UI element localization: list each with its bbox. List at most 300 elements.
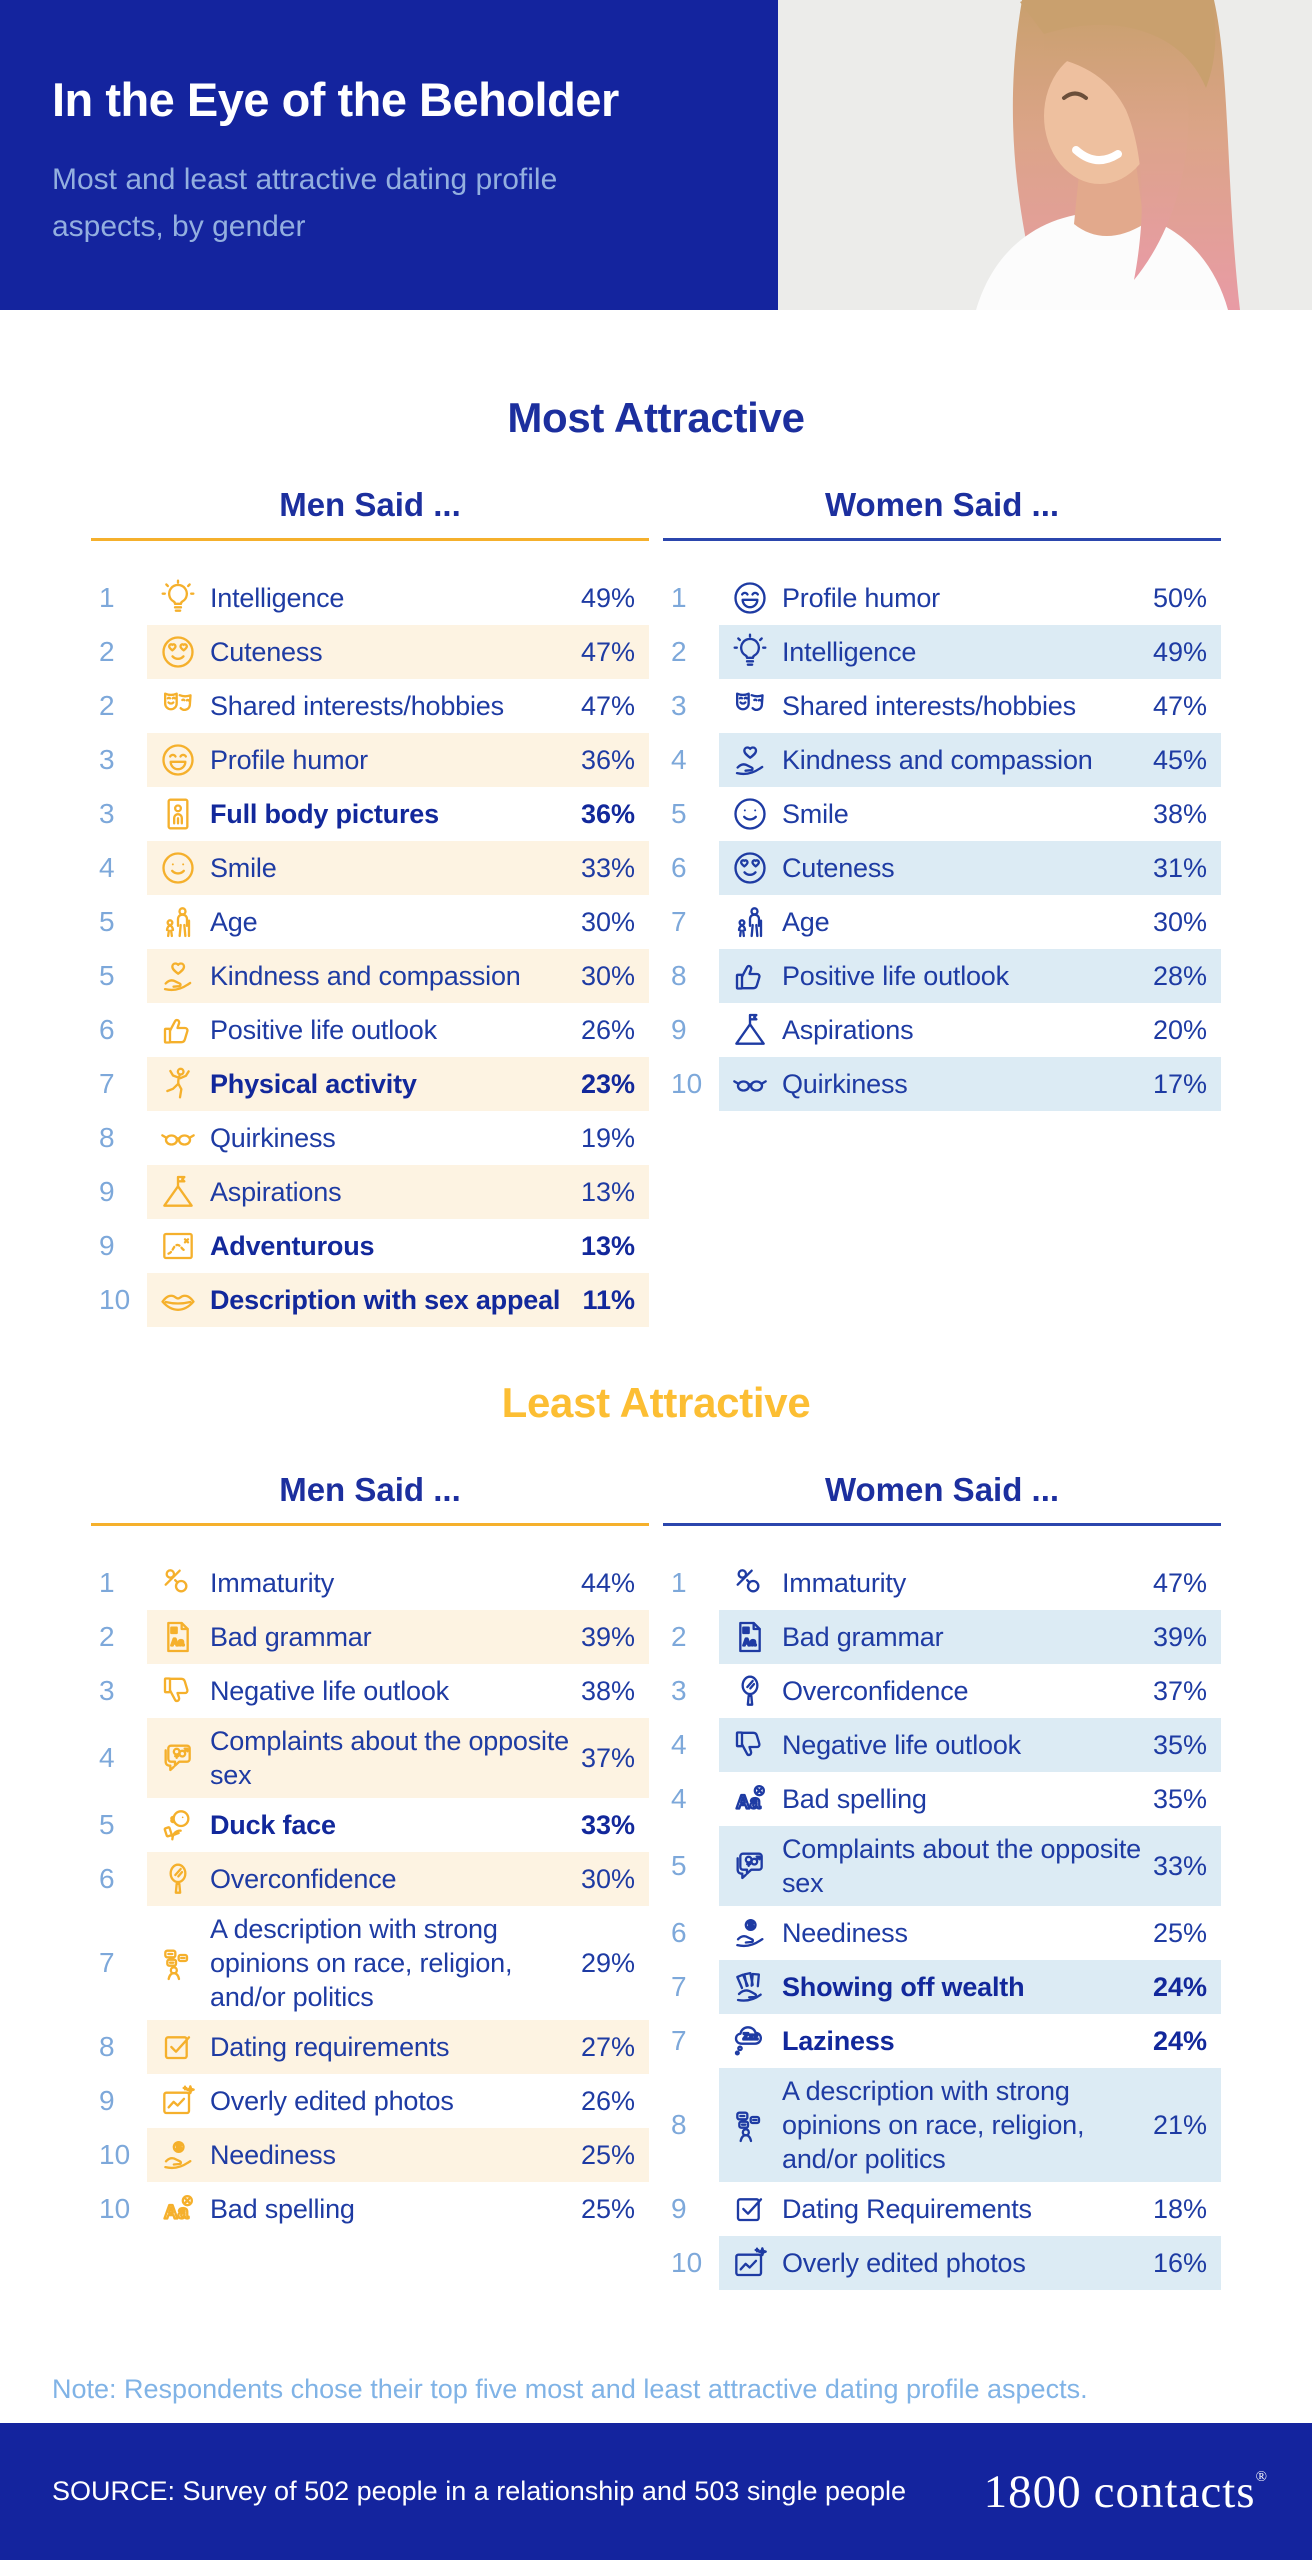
rank-number: 10 [671,2247,703,2279]
list-item [663,1057,1221,1111]
list-item-body [719,1003,1221,1057]
rank-number: 5 [671,798,687,829]
item-percent: 17% [1152,1068,1207,1099]
item-label: Cuteness [782,852,895,883]
list-item-body [719,679,1221,733]
most-attractive-columns [0,486,1312,1327]
item-label: Age [210,906,258,937]
list-item-body [147,1273,649,1327]
item-percent: 33% [580,852,635,883]
list-item [91,1906,649,2020]
physical-icon [157,1063,199,1105]
rank-number: 9 [99,1176,115,1207]
lightbulb-icon [729,631,771,673]
editedphoto-icon [729,2242,771,2284]
list-item [663,2014,1221,2068]
list-item-body [147,625,649,679]
item-percent: 11% [582,1284,635,1315]
item-percent: 38% [580,1675,635,1706]
laugh-icon [157,739,199,781]
item-label: Kindness and compassion [210,960,521,991]
mirror-icon [729,1670,771,1712]
page-subtitle: Most and least attractive dating profile aspects, by gender [52,163,558,243]
footer [0,2423,1312,2560]
rank-number: 2 [99,636,115,667]
rank-number: 2 [671,1621,687,1652]
women-underline [663,1523,1221,1526]
checkbox-icon [157,2026,199,2068]
item-label: Profile humor [210,744,368,775]
list-item [91,2074,649,2128]
list-item-body [719,571,1221,625]
most-attractive-title: Most Attractive [507,394,805,441]
rank-number: 2 [99,1621,115,1652]
item-label: Laziness [782,2026,895,2057]
list-item-body [147,2074,649,2128]
list-item-body [147,1718,649,1798]
cuteness-icon [729,847,771,889]
rank-number: 6 [99,1014,115,1045]
item-percent: 38% [1152,798,1207,829]
rank-number: 7 [99,1068,115,1099]
rank-number: 1 [99,1567,115,1598]
rank-number: 7 [671,906,687,937]
list-item-body [719,2014,1221,2068]
item-percent: 27% [580,2031,635,2062]
item-label: A description with strong opinions on race, religion, and/or politics [210,1914,513,2013]
item-percent: 35% [1152,1729,1207,1760]
rank-number: 4 [671,1783,687,1814]
item-label: Shared interests/hobbies [210,690,504,721]
item-percent: 39% [1152,1621,1207,1652]
item-percent: 35% [1152,1783,1207,1814]
rank-number: 5 [99,960,115,991]
list-item-body [719,1556,1221,1610]
rank-number: 1 [99,582,115,613]
rank-number: 5 [99,1809,115,1841]
least-women-column [663,1471,1221,2290]
rank-number: 9 [99,1230,115,1261]
age-icon [157,901,199,943]
thumbdown-icon [729,1724,771,1766]
rank-number: 10 [99,2139,131,2171]
item-label: Overconfidence [782,1675,969,1706]
item-label: Positive life outlook [782,960,1009,991]
fullbody-icon [157,793,199,835]
list-item-body [719,1610,1221,1664]
list-item-body [719,1664,1221,1718]
least-women-list [663,1556,1221,2290]
rank-number: 7 [671,1971,687,2003]
list-item [91,1718,649,1798]
item-percent: 20% [1152,1014,1207,1045]
list-item-body [147,1219,649,1273]
rank-number: 2 [671,636,687,667]
list-item [663,571,1221,625]
badgrammar-icon [157,1616,199,1658]
item-label: A description with strong opinions on race, religion, and/or politics [782,2076,1085,2175]
most-women-list [663,571,1221,1111]
item-label: Complaints about the opposite sex [210,1726,569,1791]
rank-number: 10 [671,1068,703,1099]
rank-number: 3 [671,1675,687,1706]
list-item [91,1664,649,1718]
list-item [91,1111,649,1165]
item-label: Immaturity [210,1567,335,1598]
list-item [91,1556,649,1610]
item-percent: 49% [1152,636,1207,667]
item-label: Bad grammar [210,1621,372,1652]
rank-number: 3 [671,690,687,721]
list-item-body [147,571,649,625]
thumbup-icon [729,955,771,997]
neediness-icon [729,1912,771,1954]
rank-number: 2 [99,690,115,721]
masks-icon [729,685,771,727]
most-women-column [663,486,1221,1111]
woman-portrait-illustration [778,0,1312,310]
list-item-body [147,1664,649,1718]
item-percent: 47% [580,636,635,667]
adventurous-icon [157,1225,199,1267]
list-item-body [719,733,1221,787]
list-item [663,733,1221,787]
opinions-icon [157,1942,199,1984]
item-label: Dating Requirements [782,2194,1032,2225]
rank-number: 7 [671,2025,687,2057]
item-label: Overconfidence [210,1864,397,1895]
item-label: Physical activity [210,1068,417,1099]
rank-number: 10 [99,1284,131,1315]
glasses-icon [157,1117,199,1159]
glasses-icon [729,1063,771,1105]
list-item [663,1772,1221,1826]
women-underline [663,538,1221,541]
item-percent: 26% [580,1014,635,1045]
men-underline [91,538,649,541]
list-item-body [147,787,649,841]
duckface-icon [157,1804,199,1846]
list-item [91,1610,649,1664]
list-item-body [719,1826,1221,1906]
rank-number: 8 [671,960,687,991]
rank-number: 7 [99,1947,115,1979]
item-percent: 33% [1152,1850,1207,1881]
aspirations-icon [157,1171,199,1213]
list-item-body [147,679,649,733]
item-label: Smile [782,798,849,829]
list-item [663,2236,1221,2290]
opinions-icon [729,2104,771,2146]
brand-logo [984,2465,1268,2519]
list-item [663,949,1221,1003]
aspirations-icon [729,1009,771,1051]
page-title: In the Eye of the Beholder [52,73,619,126]
registered-mark: ® [1255,2468,1268,2485]
item-percent: 39% [580,1621,635,1652]
item-percent: 29% [580,1947,635,1978]
hero-photo [778,0,1312,310]
item-percent: 13% [580,1176,635,1207]
rank-number: 6 [671,1917,687,1949]
rank-number: 1 [671,1567,687,1598]
rank-number: 6 [671,852,687,883]
item-percent: 25% [1152,1917,1207,1948]
rank-number: 3 [99,744,115,775]
list-item [91,787,649,841]
list-item-body [719,2068,1221,2182]
rank-number: 8 [99,2031,115,2063]
item-label: Quirkiness [210,1122,336,1153]
list-item [91,1165,649,1219]
item-label: Profile humor [782,582,940,613]
list-item [663,625,1221,679]
complaints-icon [157,1737,199,1779]
least-attractive-title: Least Attractive [501,1379,811,1426]
item-percent: 23% [580,1068,635,1099]
rank-number: 4 [671,1729,687,1760]
item-label: Aspirations [210,1176,342,1207]
item-label: Smile [210,852,277,883]
most-men-column [91,486,649,1327]
item-percent: 24% [1152,1971,1207,2002]
laziness-icon [729,2020,771,2062]
item-label: Aspirations [782,1014,914,1045]
item-percent: 26% [580,2085,635,2116]
kindness-icon [157,955,199,997]
item-label: Intelligence [782,636,917,667]
list-item [91,1273,649,1327]
most-men-list [91,571,649,1327]
item-label: Quirkiness [782,1068,908,1099]
item-percent: 19% [580,1122,635,1153]
item-label: Kindness and compassion [782,744,1093,775]
list-item-body [147,1111,649,1165]
item-label: Overly edited photos [210,2086,454,2117]
list-item [663,895,1221,949]
list-item-body [719,949,1221,1003]
item-label: Adventurous [210,1230,375,1261]
list-item [91,733,649,787]
item-label: Age [782,906,830,937]
item-percent: 36% [580,798,635,829]
pacifier-icon [729,1562,771,1604]
item-percent: 30% [580,1863,635,1894]
hero-text-panel [0,0,778,310]
list-item [663,1826,1221,1906]
list-item [91,1003,649,1057]
item-label: Cuteness [210,636,323,667]
neediness-icon [157,2134,199,2176]
list-item-body [719,1906,1221,1960]
item-percent: 50% [1152,582,1207,613]
list-item [91,1798,649,1852]
list-item [91,679,649,733]
list-item [91,1852,649,1906]
list-item-body [147,841,649,895]
list-item [663,1556,1221,1610]
hero-header [0,0,1312,310]
list-item-body [147,2182,649,2236]
list-item-body [147,1906,649,2020]
pacifier-icon [157,1562,199,1604]
least-men-heading: Men Said ... [279,1471,461,1508]
list-item [91,2182,649,2236]
least-men-list [91,1556,649,2236]
item-label: Full body pictures [210,798,439,829]
item-label: Bad spelling [210,2194,355,2225]
most-men-heading: Men Said ... [279,486,461,523]
thumbdown-icon [157,1670,199,1712]
rank-number: 4 [671,744,687,775]
wealth-icon [729,1966,771,2008]
item-percent: 13% [580,1230,635,1261]
item-label: Description with sex appeal [210,1284,561,1315]
list-item [663,2068,1221,2182]
item-label: Bad grammar [782,1621,944,1652]
item-label: Overly edited photos [782,2248,1026,2279]
cuteness-icon [157,631,199,673]
list-item [91,571,649,625]
rank-number: 8 [99,1122,115,1153]
rank-number: 8 [671,2109,687,2141]
item-label: Negative life outlook [782,1729,1021,1760]
item-percent: 21% [1152,2109,1207,2140]
list-item [91,1057,649,1111]
item-label: Neediness [782,1918,908,1949]
item-percent: 30% [580,960,635,991]
badspelling-icon [729,1778,771,1820]
item-percent: 25% [580,2193,635,2224]
lips-icon [157,1279,199,1321]
list-item-body [147,1556,649,1610]
list-item-body [147,1610,649,1664]
list-item [663,1718,1221,1772]
list-item-body [147,1057,649,1111]
rank-number: 1 [671,582,687,613]
rank-number: 4 [99,1742,115,1774]
item-label: Immaturity [782,1567,907,1598]
mirror-icon [157,1858,199,1900]
list-item-body [719,2182,1221,2236]
item-label: Showing off wealth [782,1972,1025,2003]
item-label: Positive life outlook [210,1014,437,1045]
item-label: Duck face [210,1810,336,1841]
item-label: Dating requirements [210,2032,450,2063]
list-item-body [719,1772,1221,1826]
lightbulb-icon [157,577,199,619]
item-label: Bad spelling [782,1783,927,1814]
list-item [91,2020,649,2074]
list-item-body [719,841,1221,895]
list-item-body [147,1852,649,1906]
least-men-column [91,1471,649,2236]
list-item [663,841,1221,895]
smile-icon [157,847,199,889]
most-women-heading: Women Said ... [824,486,1060,523]
rank-number: 6 [99,1863,115,1895]
item-percent: 47% [1152,1567,1207,1598]
least-attractive-columns [0,1471,1312,2290]
item-percent: 44% [580,1567,635,1598]
list-item [663,1610,1221,1664]
list-item [663,1664,1221,1718]
item-label: Complaints about the opposite sex [782,1834,1141,1899]
section-most-attractive [0,310,1312,1327]
list-item [663,1960,1221,2014]
rank-number: 10 [99,2193,131,2225]
item-percent: 49% [580,582,635,613]
item-label: Neediness [210,2140,336,2171]
source-text: SOURCE: Survey of 502 people in a relationship and 503 single people [52,2476,907,2506]
rank-number: 5 [99,906,115,937]
list-item-body [719,787,1221,841]
rank-number: 3 [99,798,115,829]
list-item-body [719,895,1221,949]
list-item [663,1906,1221,1960]
list-item [91,949,649,1003]
list-item-body [719,625,1221,679]
item-percent: 28% [1152,960,1207,991]
rank-number: 4 [99,852,115,883]
item-percent: 36% [580,744,635,775]
complaints-icon [729,1845,771,1887]
list-item [663,787,1221,841]
rank-number: 3 [99,1675,115,1706]
list-item [91,1219,649,1273]
section-least-attractive [0,1327,1312,2290]
list-item-body [719,2236,1221,2290]
checkbox-icon [729,2188,771,2230]
item-percent: 24% [1152,2025,1207,2056]
age-icon [729,901,771,943]
laugh-icon [729,577,771,619]
list-item-body [147,733,649,787]
item-percent: 16% [1152,2247,1207,2278]
list-item [663,1003,1221,1057]
item-percent: 30% [1152,906,1207,937]
smile-icon [729,793,771,835]
editedphoto-icon [157,2080,199,2122]
rank-number: 9 [671,2193,687,2225]
list-item-body [147,2128,649,2182]
rank-number: 5 [671,1850,687,1882]
thumbup-icon [157,1009,199,1051]
kindness-icon [729,739,771,781]
methodology-note: Note: Respondents chose their top five most and least attractive dating profile aspects. [52,2374,1088,2405]
item-percent: 30% [580,906,635,937]
list-item [663,2182,1221,2236]
list-item-body [147,1798,649,1852]
item-percent: 33% [580,1809,635,1840]
item-percent: 18% [1152,2193,1207,2224]
men-underline [91,1523,649,1526]
list-item-body [147,949,649,1003]
item-percent: 47% [1152,690,1207,721]
list-item [91,625,649,679]
item-percent: 37% [580,1742,635,1773]
masks-icon [157,685,199,727]
list-item [91,841,649,895]
list-item-body [147,1165,649,1219]
badgrammar-icon [729,1616,771,1658]
item-label: Negative life outlook [210,1675,449,1706]
item-percent: 25% [580,2139,635,2170]
item-percent: 45% [1152,744,1207,775]
list-item-body [719,1057,1221,1111]
rank-number: 9 [99,2085,115,2117]
list-item [91,2128,649,2182]
